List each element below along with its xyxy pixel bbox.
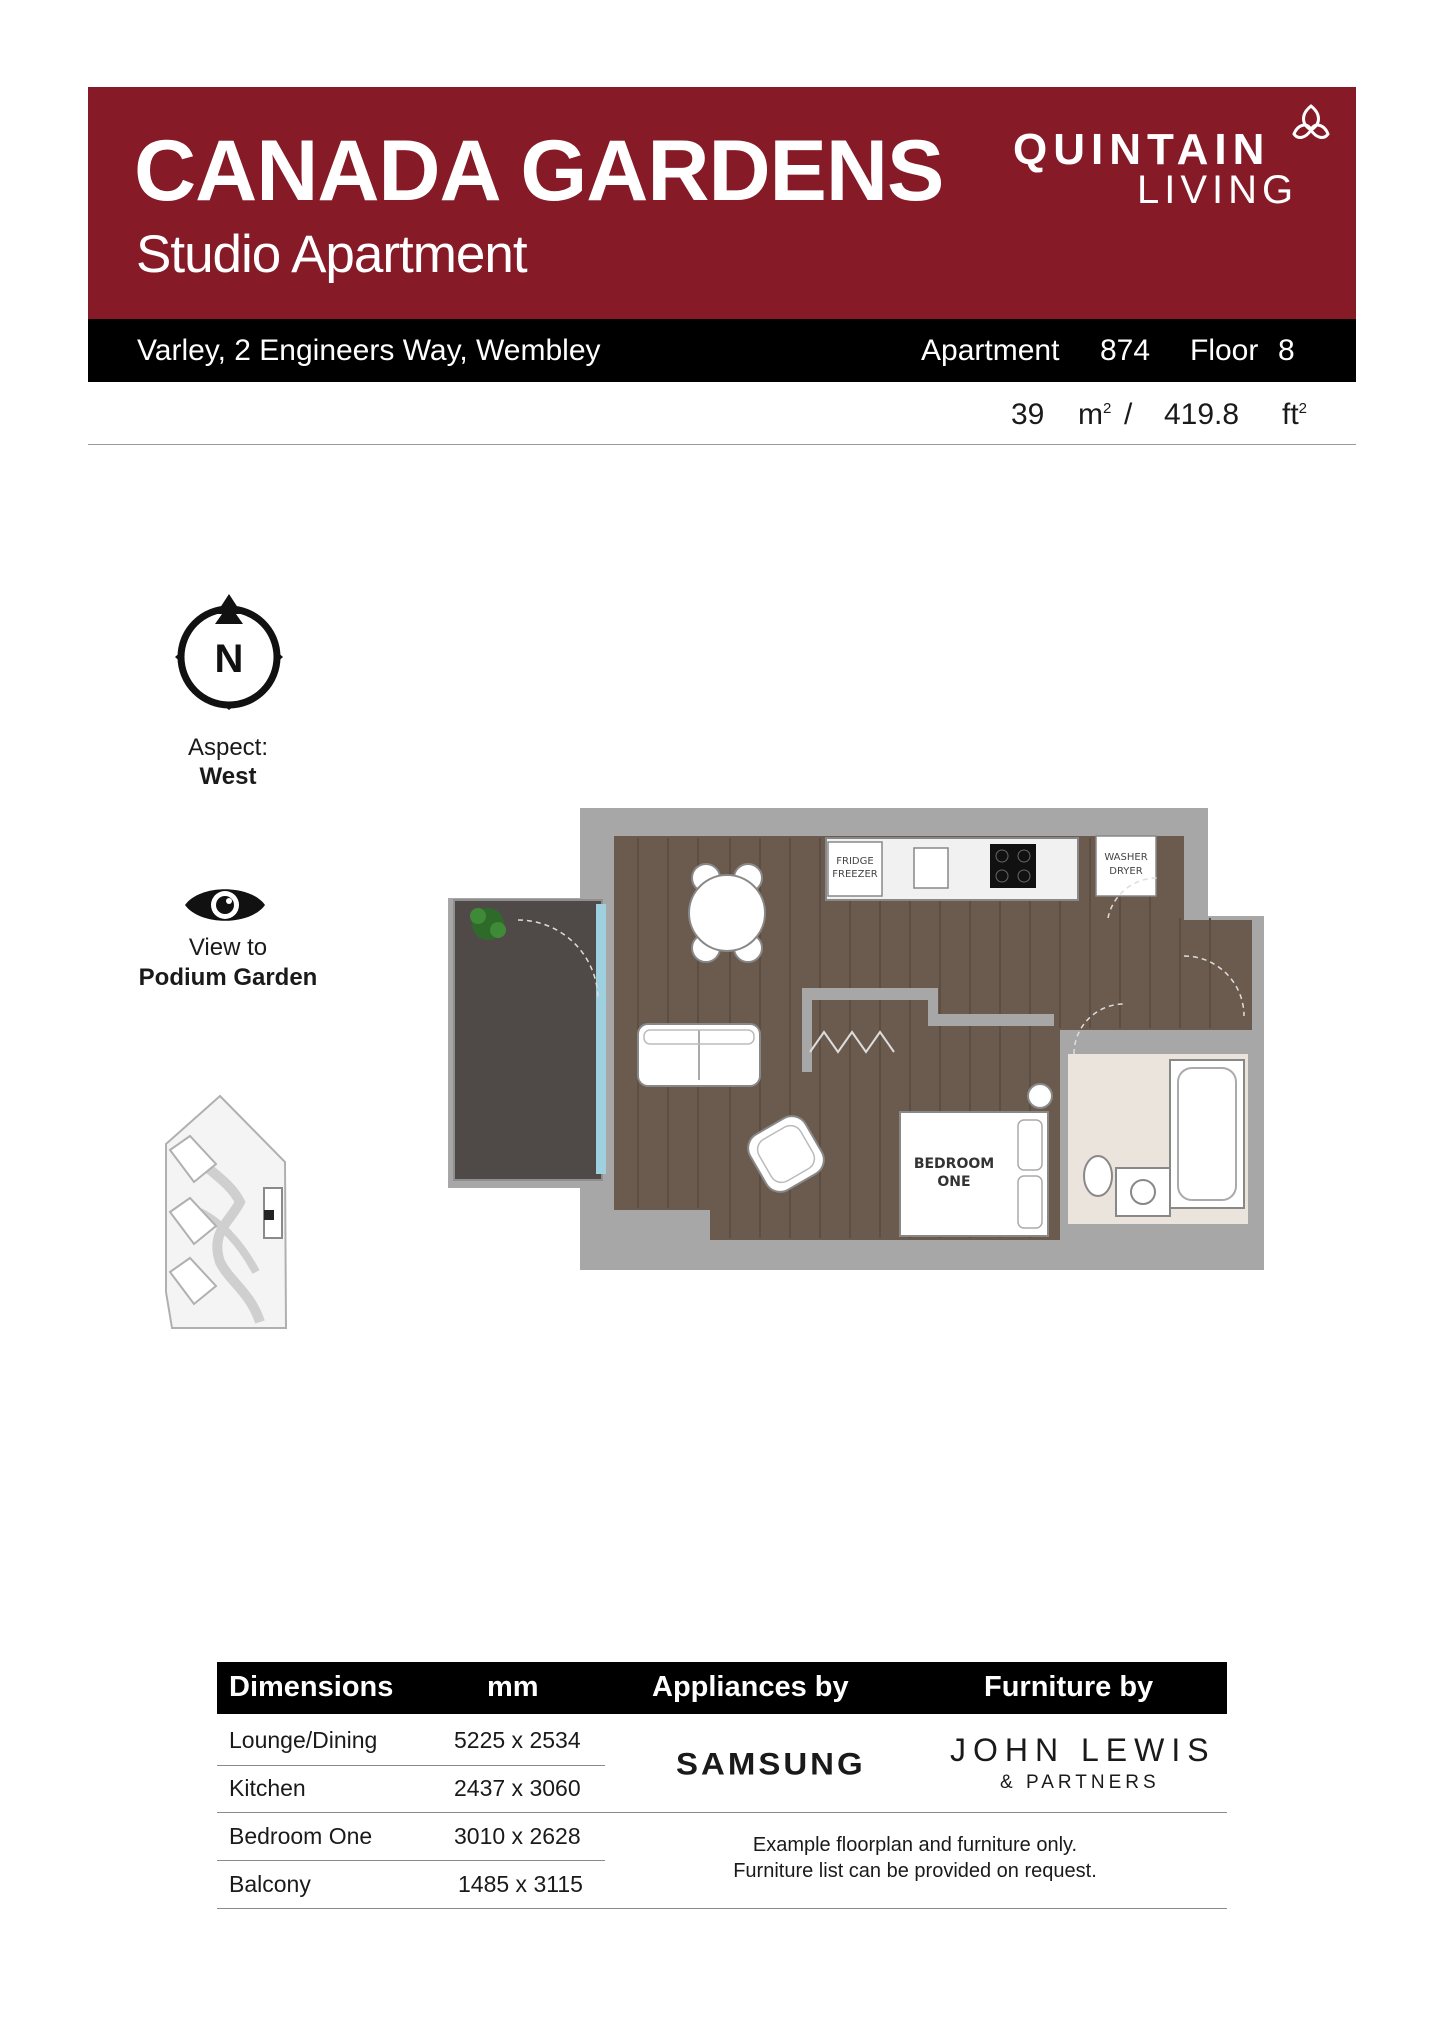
svg-text:ONE: ONE	[937, 1174, 971, 1190]
row-bedroom-room: Bedroom One	[229, 1823, 373, 1849]
john-lewis-logo-sub: & PARTNERS	[1000, 1772, 1160, 1793]
row-kitchen-room: Kitchen	[229, 1775, 306, 1801]
apartment-label: Apartment	[921, 334, 1060, 367]
table-row-divider	[217, 1765, 605, 1766]
area-sqft-value: 419.8	[1164, 398, 1240, 431]
col-header-dimensions: Dimensions	[229, 1671, 394, 1703]
brand-name: QUINTAIN	[1013, 125, 1271, 174]
aspect-label: Aspect:	[187, 734, 269, 761]
quintain-logo-icon	[1288, 102, 1334, 148]
svg-text:WASHER: WASHER	[1104, 852, 1148, 863]
col-header-appliances: Appliances by	[652, 1671, 849, 1703]
svg-text:FRIDGE: FRIDGE	[836, 856, 874, 867]
row-kitchen-size: 2437 x 3060	[454, 1775, 581, 1801]
aspect-value: West	[199, 763, 257, 790]
sofa	[638, 1024, 760, 1086]
svg-text:BEDROOM: BEDROOM	[913, 1156, 995, 1172]
svg-text:DRYER: DRYER	[1109, 866, 1143, 877]
page-subtitle: Studio Apartment	[136, 225, 527, 284]
disclaimer-line-1: Example floorplan and furniture only.	[752, 1834, 1078, 1856]
page-title: CANADA GARDENS	[134, 123, 944, 219]
property-address: Varley, 2 Engineers Way, Wembley	[137, 334, 601, 367]
toilet	[1084, 1156, 1112, 1196]
area-separator: /	[1124, 398, 1133, 431]
table-row-divider	[217, 1812, 1227, 1813]
hob	[990, 844, 1036, 888]
floor-label: Floor	[1190, 334, 1259, 367]
row-bedroom-size: 3010 x 2628	[454, 1823, 581, 1849]
compass-letter: N	[214, 637, 244, 681]
apartment-number: 874	[1100, 334, 1151, 367]
dining-table	[689, 864, 765, 962]
area-sqm-unit: $m^2$	[1078, 398, 1112, 431]
balcony-area	[454, 900, 602, 1180]
table-bottom-border	[217, 1908, 1227, 1909]
row-balcony-size: 1485 x 3115	[458, 1871, 583, 1897]
floor-plan	[448, 808, 1268, 1278]
building-keyplan	[160, 1092, 300, 1332]
row-lounge-size: 5225 x 2534	[454, 1727, 581, 1753]
col-header-mm: mm	[487, 1671, 539, 1703]
brand-tagline: LIVING	[1137, 168, 1299, 212]
divider	[88, 444, 1356, 445]
view-label: View to	[188, 934, 268, 961]
bathtub	[1170, 1060, 1244, 1208]
balcony-glazing	[596, 904, 606, 1174]
samsung-logo: SAMSUNG	[676, 1745, 866, 1782]
col-header-furniture: Furniture by	[984, 1671, 1154, 1703]
row-balcony-room: Balcony	[229, 1871, 311, 1897]
table-row-divider	[217, 1860, 605, 1861]
svg-text:FREEZER: FREEZER	[832, 869, 878, 880]
view-value: Podium Garden	[138, 964, 318, 991]
area-sqm-value: 39	[1011, 398, 1045, 431]
john-lewis-logo: JOHN LEWIS	[950, 1732, 1216, 1768]
disclaimer-line-2: Furniture list can be provided on request.	[733, 1860, 1097, 1882]
floor-number: 8	[1278, 334, 1295, 367]
eye-icon	[182, 882, 268, 928]
basin	[1116, 1168, 1170, 1216]
kitchen-sink	[914, 848, 948, 888]
area-sqft-unit: $ft^2$	[1282, 398, 1308, 431]
row-lounge-room: Lounge/Dining	[229, 1727, 378, 1753]
compass-icon	[172, 592, 290, 712]
